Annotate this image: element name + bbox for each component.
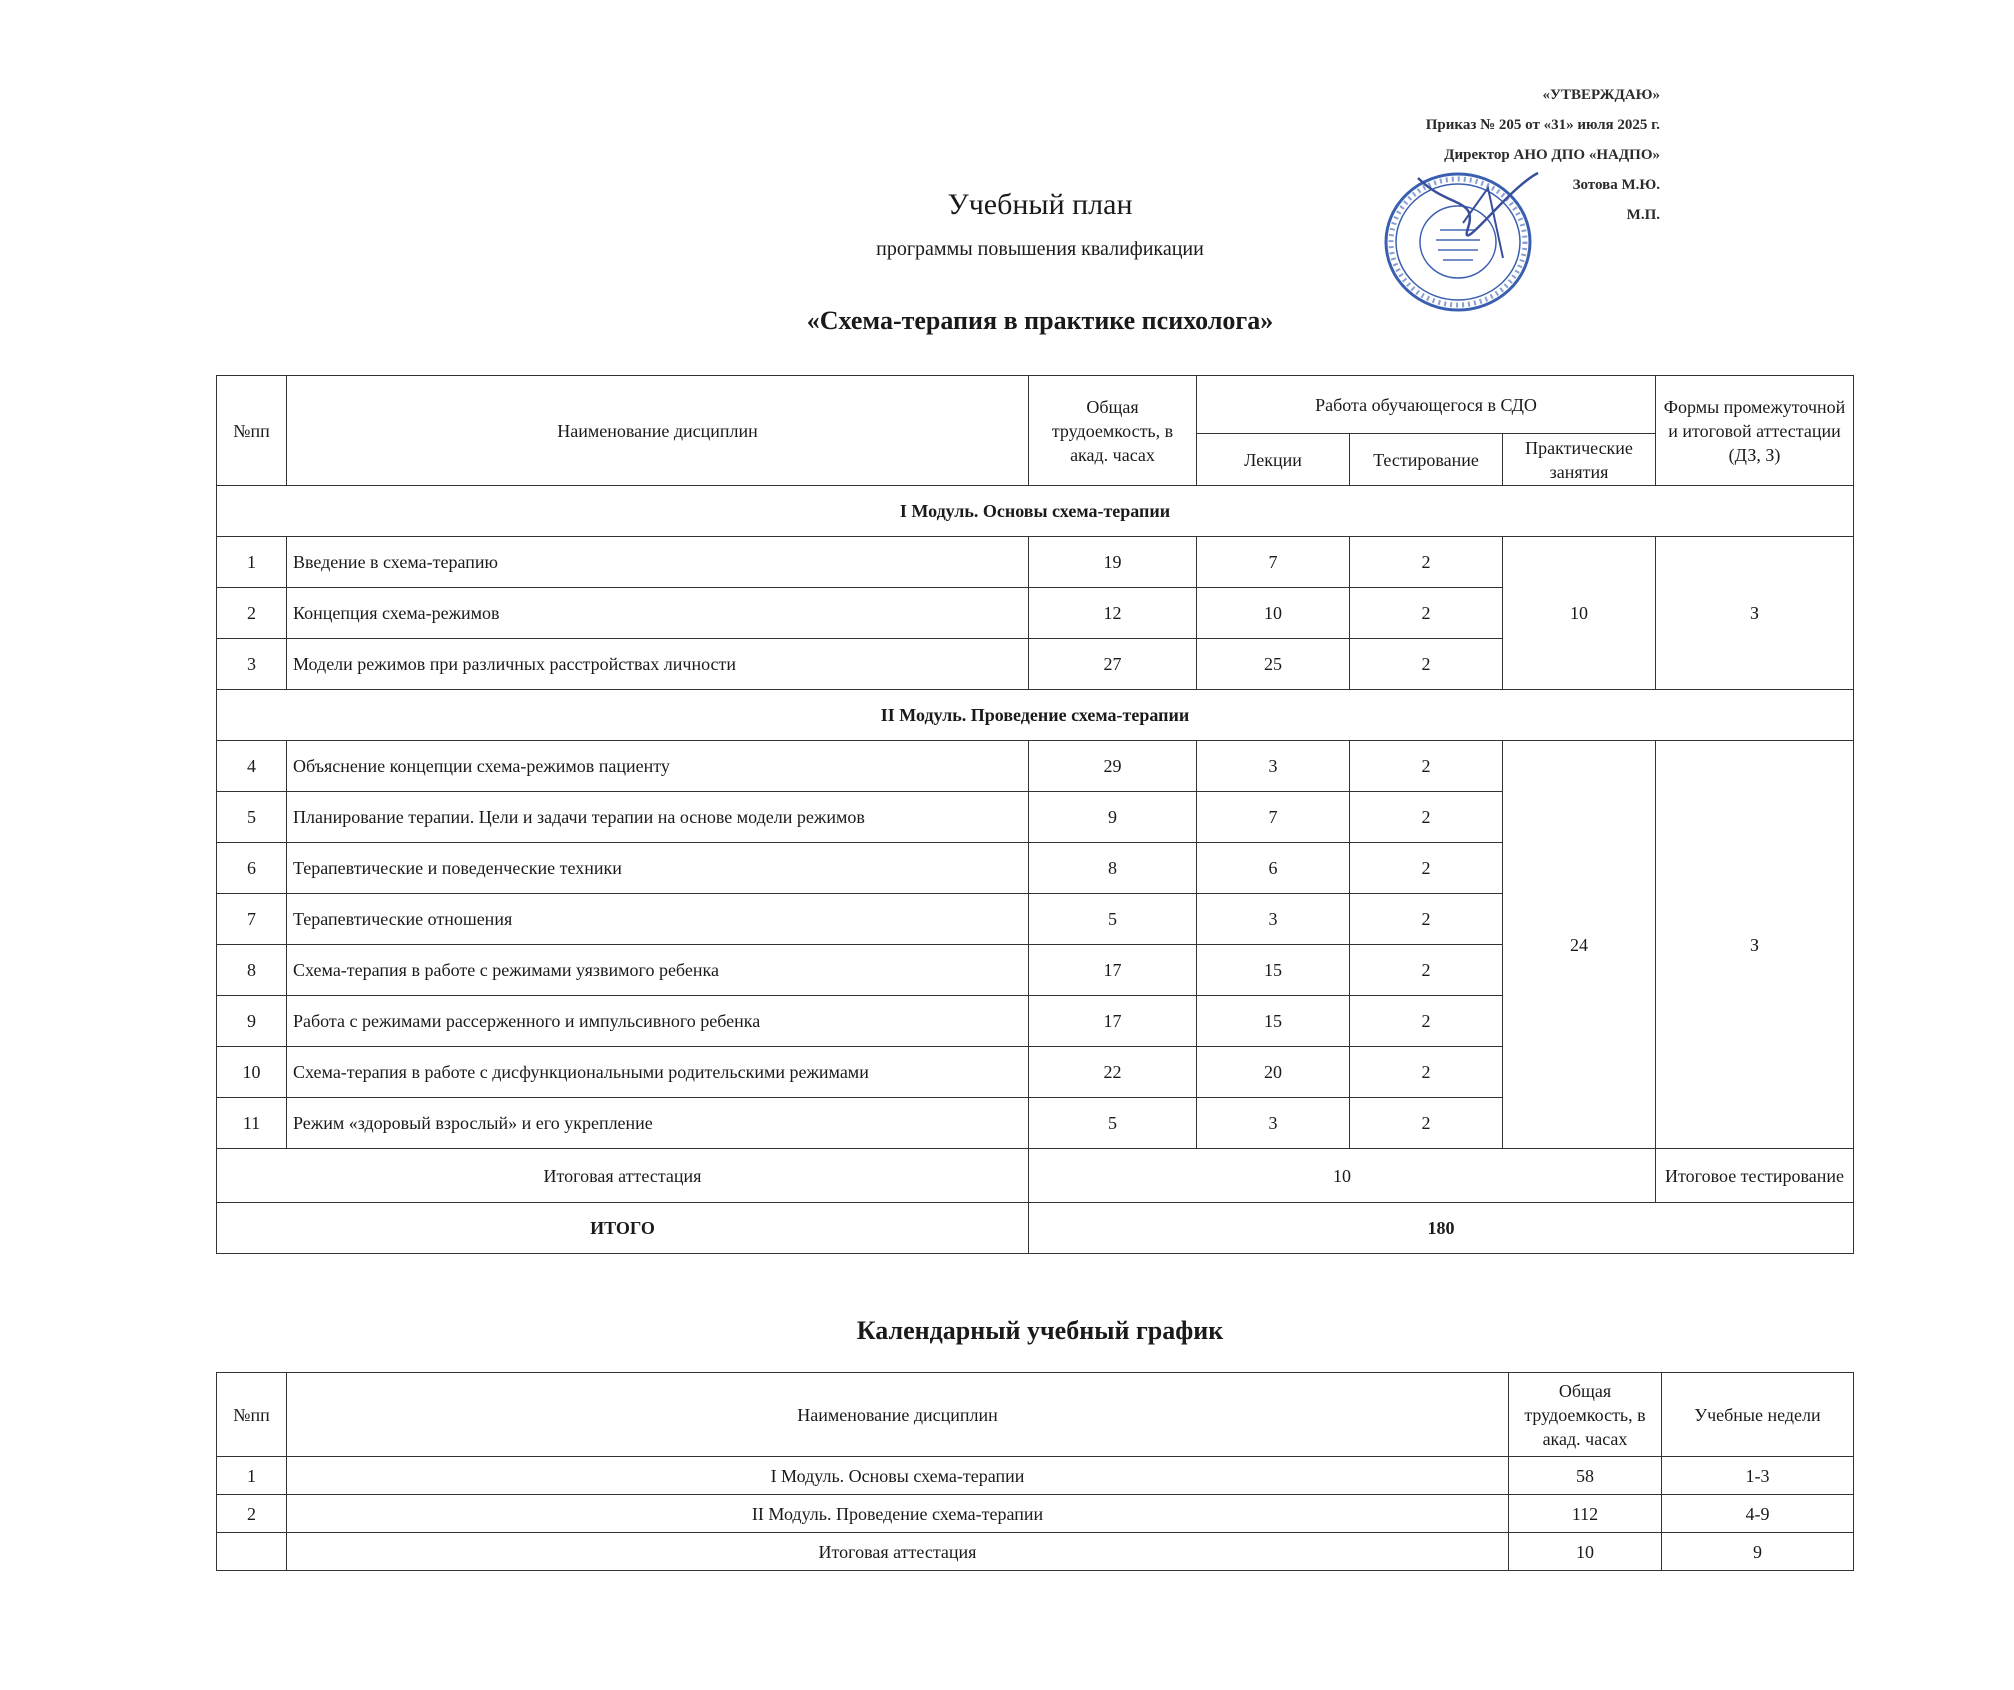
row-testing: 2 (1350, 792, 1503, 843)
module-practice: 10 (1503, 537, 1656, 690)
row-num: 6 (217, 843, 287, 894)
row-lectures: 15 (1197, 945, 1350, 996)
schedule-weeks: 9 (1662, 1533, 1854, 1571)
schedule-header-row (217, 1373, 1854, 1457)
row-name: Режим «здоровый взрослый» и его укрепление (287, 1098, 1029, 1149)
header-num: №пп (217, 376, 287, 486)
header-lectures: Лекции (1197, 434, 1350, 486)
approval-name: Зотова М.Ю. (1572, 177, 1660, 193)
row-lectures: 6 (1197, 843, 1350, 894)
schedule-header-weeks: Учебные недели (1662, 1373, 1854, 1457)
schedule-header-name: Наименование дисциплин (287, 1373, 1509, 1457)
curriculum-table (216, 375, 1854, 1254)
row-num: 3 (217, 639, 287, 690)
plan-title: Учебный план (947, 188, 1133, 221)
row-num: 8 (217, 945, 287, 996)
row-testing: 2 (1350, 945, 1503, 996)
row-testing: 2 (1350, 894, 1503, 945)
row-testing: 2 (1350, 639, 1503, 690)
row-testing: 2 (1350, 843, 1503, 894)
row-hours: 9 (1029, 792, 1197, 843)
approval-seal-place: М.П. (1626, 207, 1660, 223)
row-name: Терапевтические отношения (287, 894, 1029, 945)
row-name: Работа с режимами рассерженного и импульсивного ребенка (287, 996, 1029, 1047)
approval-heading: «УТВЕРЖДАЮ» (1542, 87, 1660, 103)
row-hours: 17 (1029, 945, 1197, 996)
row-testing: 2 (1350, 741, 1503, 792)
row-hours: 5 (1029, 894, 1197, 945)
approval-position: Директор АНО ДПО «НАДПО» (1444, 147, 1660, 163)
row-name: Планирование терапии. Цели и задачи терапии на основе модели режимов (287, 792, 1029, 843)
row-hours: 29 (1029, 741, 1197, 792)
header-name: Наименование дисциплин (287, 376, 1029, 486)
row-num: 1 (217, 537, 287, 588)
row-num: 4 (217, 741, 287, 792)
total-label: ИТОГО (217, 1203, 1029, 1254)
schedule-hours: 112 (1509, 1495, 1662, 1533)
schedule-name: Итоговая аттестация (287, 1533, 1509, 1571)
final-form: Итоговое тестирование (1656, 1149, 1854, 1203)
schedule-hours: 58 (1509, 1457, 1662, 1495)
schedule-weeks: 4-9 (1662, 1495, 1854, 1533)
row-testing: 2 (1350, 588, 1503, 639)
total-row (217, 1203, 1854, 1254)
final-label: Итоговая аттестация (217, 1149, 1029, 1203)
row-lectures: 3 (1197, 741, 1350, 792)
header-testing: Тестирование (1350, 434, 1503, 486)
schedule-title: Календарный учебный график (856, 1316, 1224, 1345)
row-name: Введение в схема-терапию (287, 537, 1029, 588)
schedule-row (217, 1457, 1854, 1495)
row-name: Модели режимов при различных расстройствах личности (287, 639, 1029, 690)
table-row (217, 741, 1854, 792)
row-name: Терапевтические и поведенческие техники (287, 843, 1029, 894)
row-num: 7 (217, 894, 287, 945)
row-lectures: 25 (1197, 639, 1350, 690)
row-hours: 19 (1029, 537, 1197, 588)
final-hours: 10 (1029, 1149, 1656, 1203)
row-lectures: 20 (1197, 1047, 1350, 1098)
module-title: II Модуль. Проведение схема-терапии (217, 690, 1854, 741)
row-name: Схема-терапия в работе с дисфункциональными родительскими режимами (287, 1047, 1029, 1098)
row-hours: 27 (1029, 639, 1197, 690)
module-form: З (1656, 741, 1854, 1149)
row-lectures: 7 (1197, 792, 1350, 843)
module-row (217, 690, 1854, 741)
schedule-hours: 10 (1509, 1533, 1662, 1571)
schedule-name: I Модуль. Основы схема-терапии (287, 1457, 1509, 1495)
schedule-table (216, 1372, 1854, 1571)
row-num: 10 (217, 1047, 287, 1098)
row-num: 2 (217, 588, 287, 639)
schedule-weeks: 1-3 (1662, 1457, 1854, 1495)
row-hours: 8 (1029, 843, 1197, 894)
final-attestation-row (217, 1149, 1854, 1203)
row-name: Концепция схема-режимов (287, 588, 1029, 639)
schedule-header-hours: Общая трудоемкость, в акад. часах (1509, 1373, 1662, 1457)
row-name: Схема-терапия в работе с режимами уязвимого ребенка (287, 945, 1029, 996)
header-forms: Формы промежуточной и итоговой аттестации (ДЗ, З) (1656, 376, 1854, 486)
module-row (217, 486, 1854, 537)
schedule-num (217, 1533, 287, 1571)
table-row (217, 537, 1854, 588)
header-practice: Практические занятия (1503, 434, 1656, 486)
table-header-row (217, 376, 1854, 434)
schedule-header-num: №пп (217, 1373, 287, 1457)
row-hours: 17 (1029, 996, 1197, 1047)
header-hours: Общая трудоемкость, в акад. часах (1029, 376, 1197, 486)
row-lectures: 10 (1197, 588, 1350, 639)
header-work: Работа обучающегося в СДО (1197, 376, 1656, 434)
row-testing: 2 (1350, 996, 1503, 1047)
module-title: I Модуль. Основы схема-терапии (217, 486, 1854, 537)
row-lectures: 3 (1197, 894, 1350, 945)
row-num: 11 (217, 1098, 287, 1149)
row-hours: 5 (1029, 1098, 1197, 1149)
row-name: Объяснение концепции схема-режимов пациенту (287, 741, 1029, 792)
total-hours: 180 (1029, 1203, 1854, 1254)
row-testing: 2 (1350, 1047, 1503, 1098)
row-hours: 22 (1029, 1047, 1197, 1098)
row-lectures: 15 (1197, 996, 1350, 1047)
row-testing: 2 (1350, 537, 1503, 588)
row-num: 5 (217, 792, 287, 843)
module-form: З (1656, 537, 1854, 690)
row-hours: 12 (1029, 588, 1197, 639)
row-testing: 2 (1350, 1098, 1503, 1149)
schedule-num: 1 (217, 1457, 287, 1495)
row-num: 9 (217, 996, 287, 1047)
schedule-row (217, 1533, 1854, 1571)
schedule-num: 2 (217, 1495, 287, 1533)
row-lectures: 7 (1197, 537, 1350, 588)
schedule-name: II Модуль. Проведение схема-терапии (287, 1495, 1509, 1533)
schedule-row (217, 1495, 1854, 1533)
row-lectures: 3 (1197, 1098, 1350, 1149)
module-practice: 24 (1503, 741, 1656, 1149)
approval-order: Приказ № 205 от «31» июля 2025 г. (1425, 117, 1660, 133)
program-title: «Схема-терапия в практике психолога» (806, 306, 1274, 335)
plan-subtitle: программы повышения квалификации (876, 238, 1204, 260)
